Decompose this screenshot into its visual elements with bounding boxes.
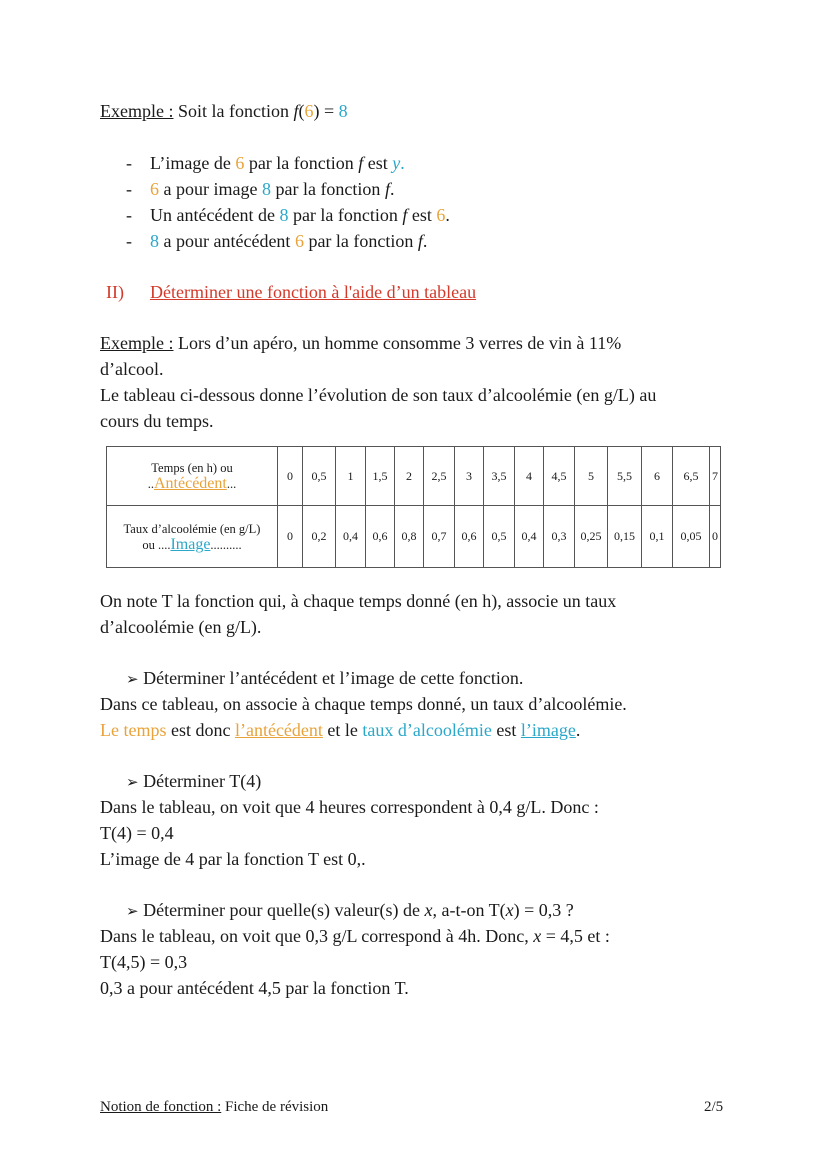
table-cell: 0,7 bbox=[424, 506, 455, 568]
row-header-rate: Taux d’alcoolémie (en g/L) ou ....Image.......... bbox=[107, 506, 278, 568]
table-cell: 0,25 bbox=[575, 506, 608, 568]
example2-line3: Le tableau ci-dessous donne l’évolution de son taux d’alcoolémie (en g/L) au bbox=[100, 385, 657, 405]
table-cell: 0,5 bbox=[484, 506, 515, 568]
example1-line: Exemple : Soit la fonction f(6) = 8 bbox=[100, 101, 348, 121]
row-header-time: Temps (en h) ou ..Antécédent... bbox=[107, 447, 278, 506]
table-cell: 0,1 bbox=[642, 506, 673, 568]
example2-line1: Exemple : Lors d’un apéro, un homme consomme 3 verres de vin à 11% bbox=[100, 333, 622, 353]
table-cell: 0,3 bbox=[544, 506, 575, 568]
example-label: Exemple : bbox=[100, 333, 174, 353]
q3-line1: Dans le tableau, on voit que 0,3 g/L correspond à 4h. Donc, x = 4,5 et : bbox=[100, 926, 610, 946]
table-cell: 6 bbox=[642, 447, 673, 506]
table-cell: 0 bbox=[710, 506, 721, 568]
example2-line2: d’alcool. bbox=[100, 359, 164, 379]
arrow-bullet-icon: ➢ bbox=[126, 670, 139, 688]
table-cell: 0,8 bbox=[395, 506, 424, 568]
table-cell: 0,15 bbox=[608, 506, 642, 568]
table-cell: 0,05 bbox=[673, 506, 710, 568]
table-cell: 4 bbox=[515, 447, 544, 506]
section-number: II) bbox=[106, 282, 124, 302]
table-cell: 7 bbox=[710, 447, 721, 506]
arrow-bullet-icon: ➢ bbox=[126, 773, 139, 791]
table-cell: 0,4 bbox=[336, 506, 366, 568]
example2-line4: cours du temps. bbox=[100, 411, 214, 431]
question3-heading: ➢ Déterminer pour quelle(s) valeur(s) de x, a-t-on T(x) = 0,3 ? bbox=[126, 900, 574, 920]
arrow-bullet-icon: ➢ bbox=[126, 902, 139, 920]
table-row bbox=[107, 506, 721, 568]
section-title: Déterminer une fonction à l'aide d’un tableau bbox=[150, 282, 477, 302]
question1-heading: ➢ Déterminer l’antécédent et l’image de cette fonction. bbox=[126, 668, 524, 688]
table-cell: 0,5 bbox=[303, 447, 336, 506]
q1-line2: Le temps est donc l’antécédent et le taux d’alcoolémie est l’image. bbox=[100, 720, 581, 740]
note-line1: On note T la fonction qui, à chaque temps donné (en h), associe un taux bbox=[100, 591, 617, 611]
example-label: Exemple : bbox=[100, 101, 174, 121]
table-cell: 4,5 bbox=[544, 447, 575, 506]
table-cell: 0 bbox=[278, 447, 303, 506]
table-cell: 0,6 bbox=[455, 506, 484, 568]
table-cell: 0,6 bbox=[366, 506, 395, 568]
q2-line3: L’image de 4 par la fonction T est 0,. bbox=[100, 849, 366, 869]
table-cell: 0,2 bbox=[303, 506, 336, 568]
q3-line2: T(4,5) = 0,3 bbox=[100, 952, 188, 972]
q2-line2: T(4) = 0,4 bbox=[100, 823, 174, 843]
page-number: 2/5 bbox=[704, 1099, 724, 1115]
footer-title: Notion de fonction : Fiche de révision bbox=[100, 1099, 329, 1115]
q3-line3: 0,3 a pour antécédent 4,5 par la fonction T. bbox=[100, 978, 409, 998]
q1-line1: Dans ce tableau, on associe à chaque temps donné, un taux d’alcoolémie. bbox=[100, 694, 627, 714]
table-cell: 5 bbox=[575, 447, 608, 506]
table-cell: 1,5 bbox=[366, 447, 395, 506]
table-cell: 2 bbox=[395, 447, 424, 506]
table-cell: 2,5 bbox=[424, 447, 455, 506]
table-row bbox=[107, 447, 721, 506]
question2-heading: ➢ Déterminer T(4) bbox=[126, 771, 262, 791]
note-line2: d’alcoolémie (en g/L). bbox=[100, 617, 262, 637]
table-cell: 3 bbox=[455, 447, 484, 506]
data-table bbox=[106, 446, 721, 568]
table-cell: 5,5 bbox=[608, 447, 642, 506]
table-cell: 6,5 bbox=[673, 447, 710, 506]
table-cell: 0 bbox=[278, 506, 303, 568]
q2-line1: Dans le tableau, on voit que 4 heures correspondent à 0,4 g/L. Donc : bbox=[100, 797, 599, 817]
table-cell: 1 bbox=[336, 447, 366, 506]
table-cell: 0,4 bbox=[515, 506, 544, 568]
table-cell: 3,5 bbox=[484, 447, 515, 506]
